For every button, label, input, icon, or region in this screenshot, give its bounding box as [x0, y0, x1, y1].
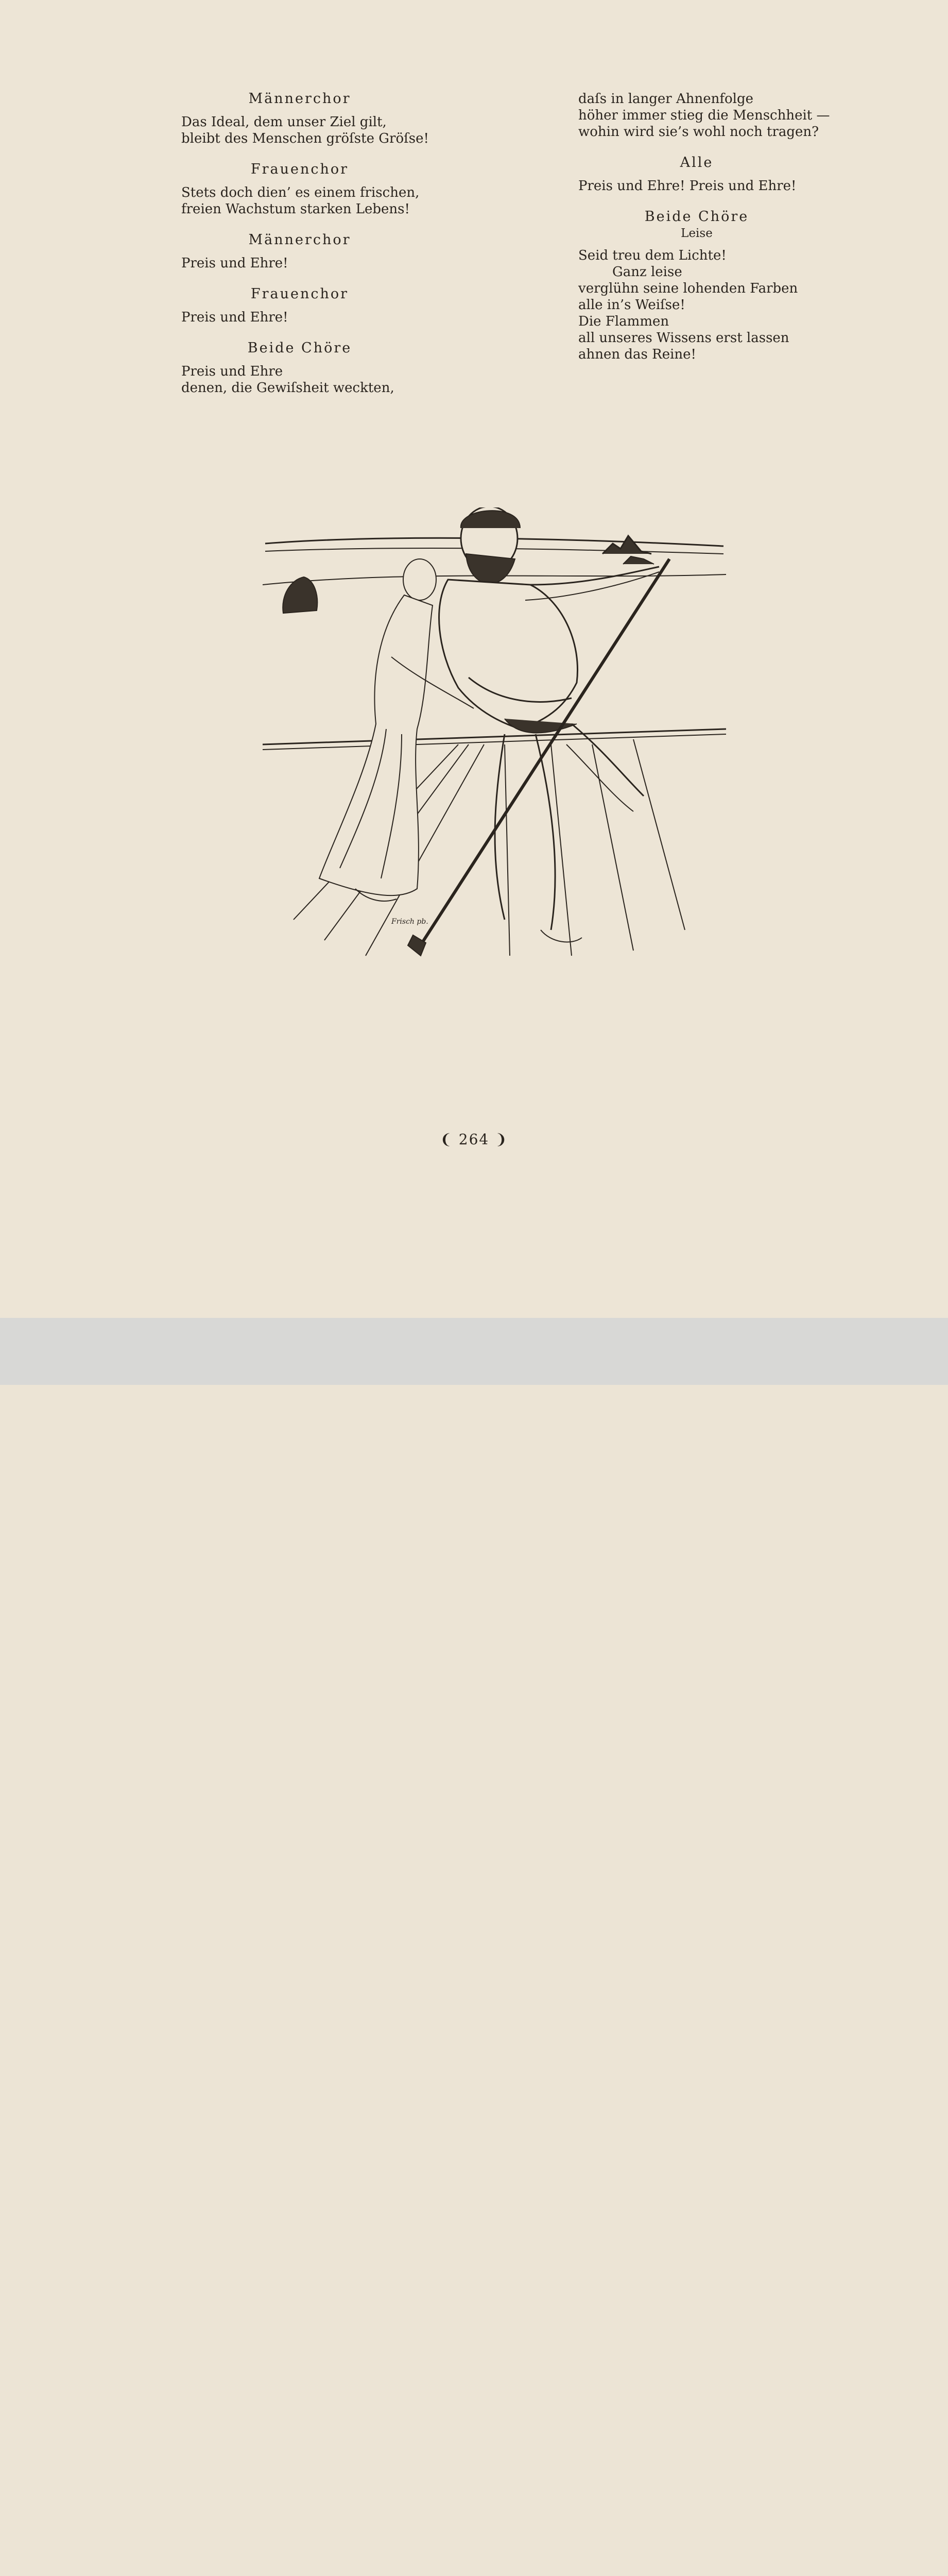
verse-line: ahnen das Reine! — [578, 347, 696, 362]
verse-line: Seid treu dem Lichte! — [578, 248, 727, 263]
verse-line: Preis und Ehre! — [181, 256, 288, 271]
verse-line: Preis und Ehre! Preis und Ehre! — [578, 178, 797, 194]
chorus-heading: Männerchor — [248, 232, 351, 248]
verse-line: all unseres Wissens erst lassen — [578, 330, 789, 346]
chorus-heading: Beide Chöre — [247, 340, 352, 356]
chorus-heading: Frauenchor — [250, 286, 349, 302]
stage-direction: Ganz leise — [612, 264, 682, 280]
verse-line: Die Flammen — [578, 314, 669, 329]
verse-line: Das Ideal, dem unser Ziel gilt, — [181, 114, 387, 130]
verse-line: Preis und Ehre! — [181, 310, 288, 325]
verse-line: höher immer stieg die Menschheit — — [578, 108, 830, 123]
verse-line: wohin wird sie’s wohl noch tragen? — [578, 124, 819, 140]
verse-line: Preis und Ehre — [181, 364, 283, 379]
artist-signature: Frisch pb. — [391, 918, 428, 926]
verse-line: freien Wachstum starken Lebens! — [181, 201, 410, 217]
verse-line: bleibt des Menschen gröſste Gröſse! — [181, 131, 429, 146]
verse-line: Stets doch dien’ es einem frischen, — [181, 185, 420, 200]
chorus-heading: Alle — [680, 155, 714, 171]
left-text-column — [181, 91, 470, 396]
chorus-heading: Frauenchor — [250, 161, 349, 177]
verse-line: daſs in langer Ahnenfolge — [578, 91, 754, 107]
viewer-footer — [0, 1318, 948, 1385]
chorus-heading: Beide Chöre — [644, 209, 749, 225]
verse-line: denen, die Gewiſsheit weckten, — [181, 380, 394, 396]
stage-direction: Leise — [681, 227, 713, 240]
engraving-illustration — [263, 507, 726, 961]
page-number: ❨ 264 ❩ — [440, 1131, 508, 1148]
chorus-heading: Männerchor — [248, 91, 351, 107]
right-text-column — [578, 91, 867, 363]
verse-line: alle in’s Weiſse! — [578, 297, 685, 313]
verse-line: verglühn seine lohenden Farben — [578, 281, 798, 296]
